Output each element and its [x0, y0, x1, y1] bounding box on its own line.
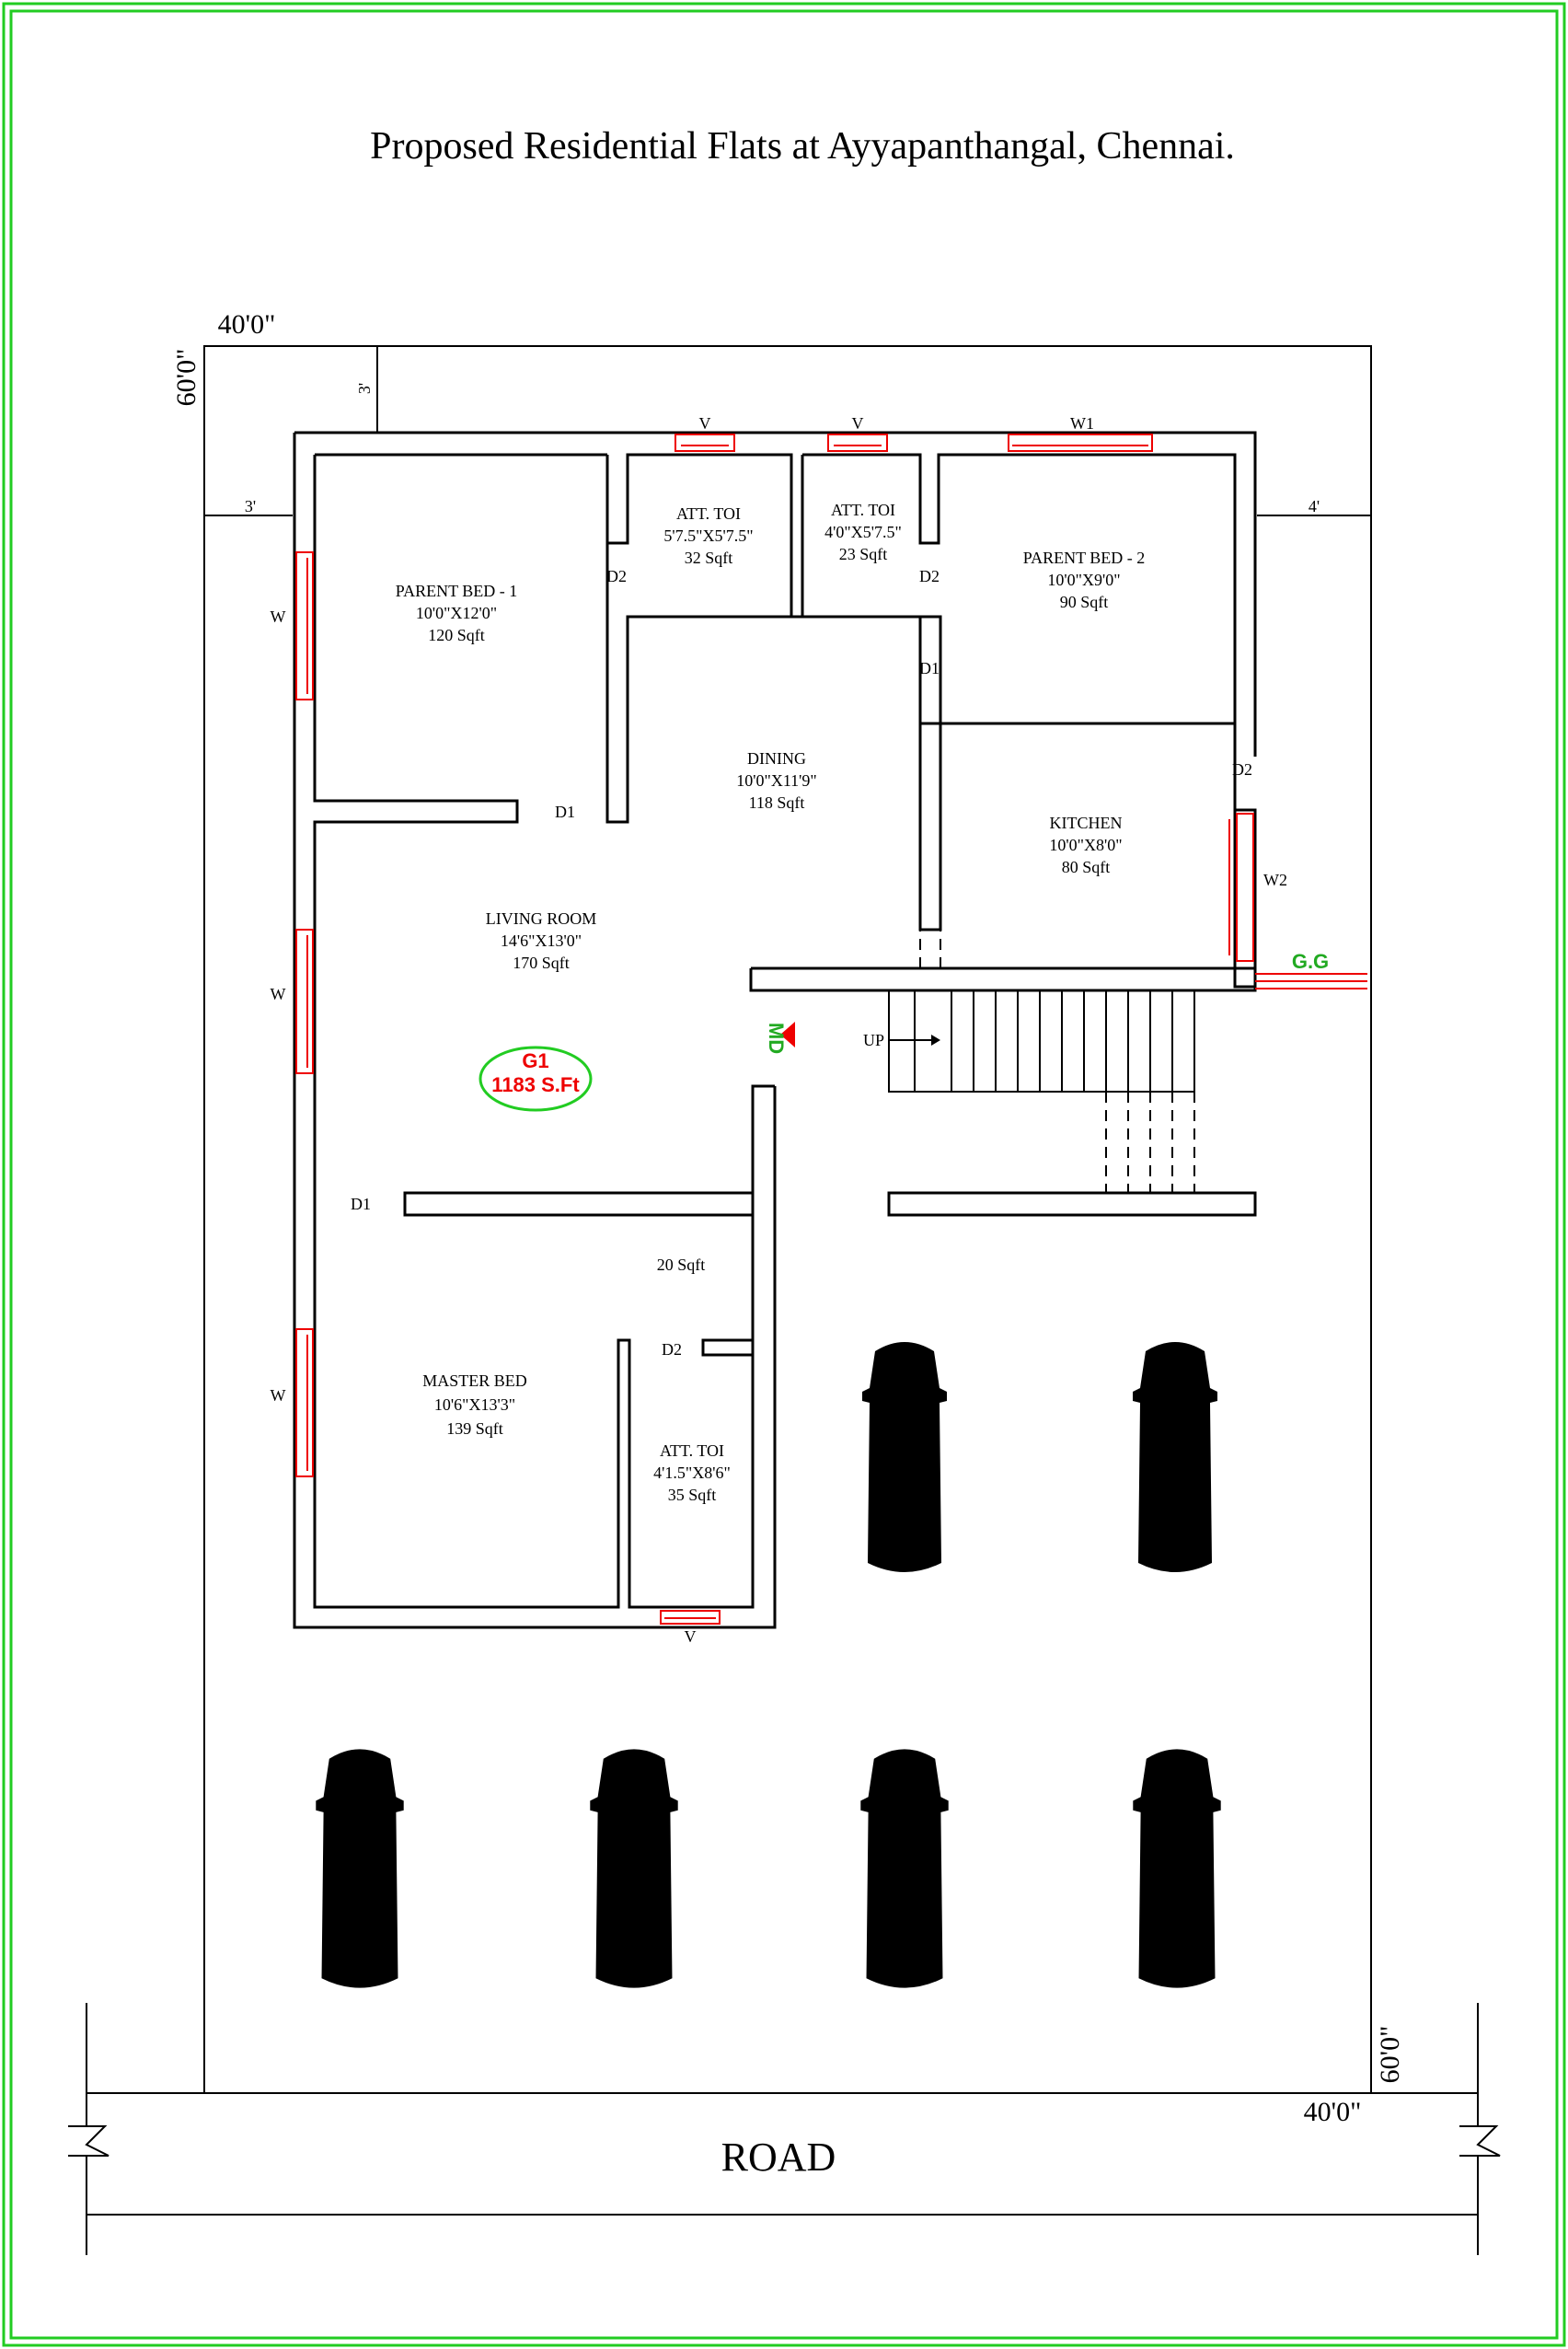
room-living — [486, 909, 597, 972]
door-d2-label-2: D2 — [919, 567, 940, 585]
svg-text:ATT. TOI: ATT. TOI — [660, 1441, 724, 1460]
svg-text:90 Sqft: 90 Sqft — [1059, 593, 1109, 611]
svg-text:80 Sqft: 80 Sqft — [1061, 858, 1111, 876]
svg-text:PARENT BED - 2: PARENT BED - 2 — [1022, 549, 1146, 567]
svg-text:G1: G1 — [522, 1049, 549, 1072]
window-v-label-3: V — [684, 1627, 697, 1646]
window-w1-label: W1 — [1070, 414, 1094, 433]
door-d2-label-4: D2 — [662, 1340, 682, 1359]
svg-text:10'0"X11'9": 10'0"X11'9" — [736, 771, 817, 790]
plot-width-bottom: 40'0" — [1303, 2097, 1362, 2127]
svg-text:23 Sqft: 23 Sqft — [838, 545, 888, 563]
svg-text:139 Sqft: 139 Sqft — [446, 1419, 503, 1438]
staircase — [863, 990, 1194, 1092]
passage-area: 20 Sqft — [656, 1256, 706, 1274]
gate-label: G.G — [1291, 950, 1330, 973]
door-d2-label-3: D2 — [1232, 760, 1252, 779]
door-d1-label-1: D1 — [919, 659, 940, 677]
road-label: ROAD — [721, 2135, 836, 2180]
svg-text:32 Sqft: 32 Sqft — [684, 549, 733, 567]
setback-top: 3' — [355, 382, 374, 395]
svg-text:10'6"X13'3": 10'6"X13'3" — [433, 1395, 516, 1414]
window-v-label-2: V — [851, 414, 864, 433]
svg-text:14'6"X13'0": 14'6"X13'0" — [500, 932, 582, 950]
svg-text:ATT. TOI: ATT. TOI — [831, 501, 895, 519]
svg-text:170 Sqft: 170 Sqft — [513, 954, 570, 972]
svg-text:10'0"X12'0": 10'0"X12'0" — [415, 604, 498, 622]
plot-width-top: 40'0" — [217, 309, 276, 340]
svg-text:10'0"X8'0": 10'0"X8'0" — [1049, 836, 1123, 854]
plot-height-left: 60'0" — [171, 348, 202, 407]
car-3 — [316, 1749, 403, 1987]
car-6 — [1133, 1749, 1220, 1987]
room-master-bed — [422, 1371, 527, 1438]
svg-text:PARENT BED - 1: PARENT BED - 1 — [395, 582, 518, 600]
floor-area-badge — [480, 1047, 591, 1110]
door-d1-label-2: D1 — [555, 803, 575, 821]
window-v-label-1: V — [698, 414, 711, 433]
room-parent-bed-1 — [396, 582, 518, 644]
svg-text:LIVING ROOM: LIVING ROOM — [485, 909, 597, 928]
svg-text:35 Sqft: 35 Sqft — [667, 1486, 717, 1504]
door-d1-label-3: D1 — [351, 1195, 371, 1213]
setback-right: 4' — [1308, 497, 1320, 515]
stairs-up-label: UP — [863, 1031, 885, 1049]
door-d2-label-1: D2 — [606, 567, 627, 585]
car-2 — [1133, 1342, 1217, 1572]
car-5 — [860, 1749, 948, 1987]
drawing-title: Proposed Residential Flats at Ayyapanthangal, Chennai. — [370, 125, 1235, 168]
svg-text:4'1.5"X8'6": 4'1.5"X8'6" — [653, 1464, 731, 1482]
room-att-toi-1 — [663, 504, 753, 567]
svg-text:KITCHEN: KITCHEN — [1049, 814, 1123, 832]
window-w-label-1: W — [270, 608, 286, 626]
svg-text:10'0"X9'0": 10'0"X9'0" — [1047, 571, 1121, 589]
room-dining — [736, 749, 817, 812]
car-4 — [590, 1749, 677, 1987]
room-kitchen — [1049, 814, 1122, 876]
car-1 — [862, 1342, 947, 1572]
window-w-label-3: W — [270, 1386, 286, 1405]
page-border-inner — [11, 11, 1557, 2338]
main-door-label: MD — [765, 1022, 788, 1055]
room-att-toi-2 — [824, 501, 902, 563]
window-w-label-2: W — [270, 985, 286, 1003]
svg-text:1183 S.Ft: 1183 S.Ft — [491, 1073, 580, 1096]
svg-text:ATT. TOI: ATT. TOI — [676, 504, 741, 523]
setback-left: 3' — [244, 497, 257, 515]
svg-text:120 Sqft: 120 Sqft — [428, 626, 485, 644]
room-att-toi-3 — [653, 1441, 731, 1504]
svg-text:4'0"X5'7.5": 4'0"X5'7.5" — [824, 523, 902, 541]
svg-text:DINING: DINING — [747, 749, 806, 768]
window-w2-label: W2 — [1263, 871, 1287, 889]
parking-cars — [316, 1342, 1220, 1988]
svg-text:5'7.5"X5'7.5": 5'7.5"X5'7.5" — [663, 526, 754, 545]
room-parent-bed-2 — [1023, 549, 1146, 611]
page-border — [4, 4, 1564, 2345]
plot-height-right: 60'0" — [1375, 2025, 1405, 2084]
road — [68, 2003, 1500, 2255]
svg-text:MASTER BED: MASTER BED — [422, 1371, 527, 1390]
svg-text:118 Sqft: 118 Sqft — [748, 793, 805, 812]
